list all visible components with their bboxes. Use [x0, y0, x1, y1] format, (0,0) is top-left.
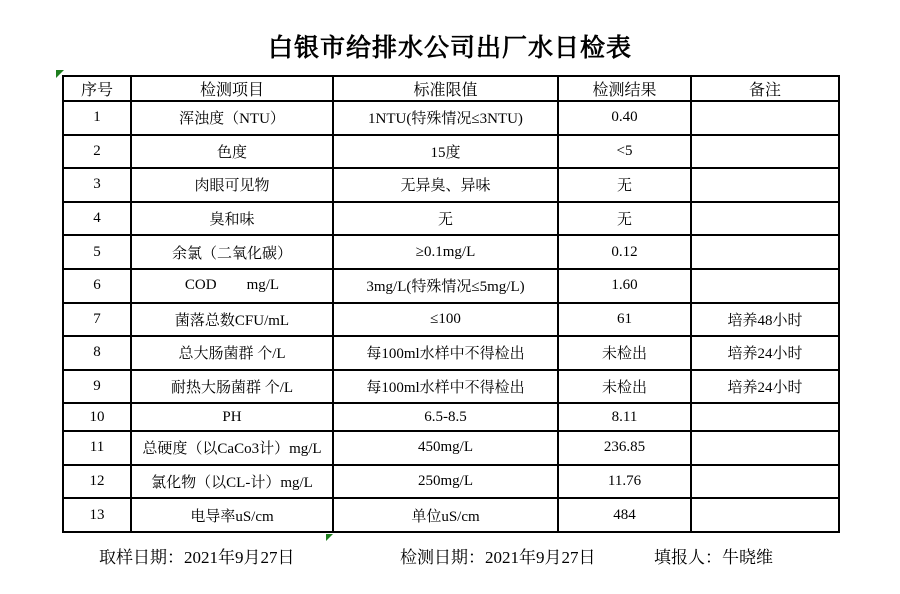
cell-result: 236.85 — [558, 431, 691, 465]
daily-inspection-table — [62, 75, 840, 533]
excel-green-triangle-icon — [326, 534, 333, 541]
table-row — [63, 431, 839, 465]
cell-limit: 无 — [333, 202, 558, 236]
cell-result: 无 — [558, 168, 691, 202]
cell-remark: 培养24小时 — [691, 370, 839, 404]
cell-result: 未检出 — [558, 336, 691, 370]
cell-remark — [691, 431, 839, 465]
cell-limit: 250mg/L — [333, 465, 558, 499]
column-header: 检测结果 — [558, 76, 691, 101]
cell-item: COD mg/L — [131, 269, 333, 303]
table-row — [63, 269, 839, 303]
cell-remark — [691, 269, 839, 303]
cell-no: 10 — [63, 403, 131, 431]
cell-limit: ≤100 — [333, 303, 558, 337]
table-row — [63, 303, 839, 337]
cell-limit: 1NTU(特殊情况≤3NTU) — [333, 101, 558, 135]
cell-no: 9 — [63, 370, 131, 404]
cell-limit: 3mg/L(特殊情况≤5mg/L) — [333, 269, 558, 303]
cell-item: 耐热大肠菌群 个/L — [131, 370, 333, 404]
reporter-label: 填报人： — [654, 548, 722, 567]
cell-remark: 培养48小时 — [691, 303, 839, 337]
cell-item: 肉眼可见物 — [131, 168, 333, 202]
cell-result: 0.40 — [558, 101, 691, 135]
cell-item: 电导率uS/cm — [131, 498, 333, 532]
cell-item: 余氯（二氧化碳） — [131, 235, 333, 269]
cell-remark — [691, 135, 839, 169]
cell-limit: ≥0.1mg/L — [333, 235, 558, 269]
cell-result: 484 — [558, 498, 691, 532]
cell-remark: 培养24小时 — [691, 336, 839, 370]
cell-no: 4 — [63, 202, 131, 236]
table-row — [63, 498, 839, 532]
cell-remark — [691, 235, 839, 269]
cell-remark — [691, 168, 839, 202]
sampling-date-label: 取样日期： — [99, 548, 184, 567]
cell-result: <5 — [558, 135, 691, 169]
column-header: 检测项目 — [131, 76, 333, 101]
cell-item: 总大肠菌群 个/L — [131, 336, 333, 370]
table-row — [63, 465, 839, 499]
page-title: 白银市给排水公司出厂水日检表 — [267, 35, 632, 62]
sampling-date — [99, 543, 295, 568]
cell-result: 未检出 — [558, 370, 691, 404]
table-row — [63, 101, 839, 135]
cell-result: 11.76 — [558, 465, 691, 499]
table-row — [63, 370, 839, 404]
cell-item: 浑浊度（NTU） — [131, 101, 333, 135]
cell-item: 臭和味 — [131, 202, 333, 236]
cell-no: 2 — [63, 135, 131, 169]
cell-limit: 单位uS/cm — [333, 498, 558, 532]
table-row — [63, 235, 839, 269]
cell-item: 菌落总数CFU/mL — [131, 303, 333, 337]
cell-no: 5 — [63, 235, 131, 269]
table-row — [63, 336, 839, 370]
cell-no: 11 — [63, 431, 131, 465]
cell-result: 0.12 — [558, 235, 691, 269]
cell-no: 8 — [63, 336, 131, 370]
testing-date-value: 2021年9月27日 — [485, 548, 596, 567]
cell-item: 氯化物（以CL-计）mg/L — [131, 465, 333, 499]
cell-no: 13 — [63, 498, 131, 532]
cell-limit: 每100ml水样中不得检出 — [333, 370, 558, 404]
cell-limit: 无异臭、异味 — [333, 168, 558, 202]
cell-remark — [691, 403, 839, 431]
table-row — [63, 403, 839, 431]
cell-no: 12 — [63, 465, 131, 499]
cell-no: 6 — [63, 269, 131, 303]
cell-remark — [691, 202, 839, 236]
cell-result: 1.60 — [558, 269, 691, 303]
cell-remark — [691, 465, 839, 499]
cell-limit: 6.5-8.5 — [333, 403, 558, 431]
table-header-row — [63, 76, 839, 101]
cell-remark — [691, 498, 839, 532]
cell-result: 无 — [558, 202, 691, 236]
cell-remark — [691, 101, 839, 135]
cell-limit: 15度 — [333, 135, 558, 169]
cell-no: 1 — [63, 101, 131, 135]
table-row — [63, 168, 839, 202]
cell-item: 色度 — [131, 135, 333, 169]
cell-result: 8.11 — [558, 403, 691, 431]
footer — [0, 543, 900, 565]
testing-date-label: 检测日期： — [400, 548, 485, 567]
table-row — [63, 135, 839, 169]
reporter-name-value: 牛晓维 — [722, 548, 773, 567]
testing-date — [400, 543, 596, 568]
column-header: 标准限值 — [333, 76, 558, 101]
cell-result: 61 — [558, 303, 691, 337]
cell-limit: 450mg/L — [333, 431, 558, 465]
cell-item: PH — [131, 403, 333, 431]
column-header: 备注 — [691, 76, 839, 101]
sampling-date-value: 2021年9月27日 — [184, 548, 295, 567]
reporter — [654, 543, 773, 568]
cell-no: 7 — [63, 303, 131, 337]
column-header: 序号 — [63, 76, 131, 101]
cell-item: 总硬度（以CaCo3计）mg/L — [131, 431, 333, 465]
table-row — [63, 202, 839, 236]
cell-limit: 每100ml水样中不得检出 — [333, 336, 558, 370]
cell-no: 3 — [63, 168, 131, 202]
